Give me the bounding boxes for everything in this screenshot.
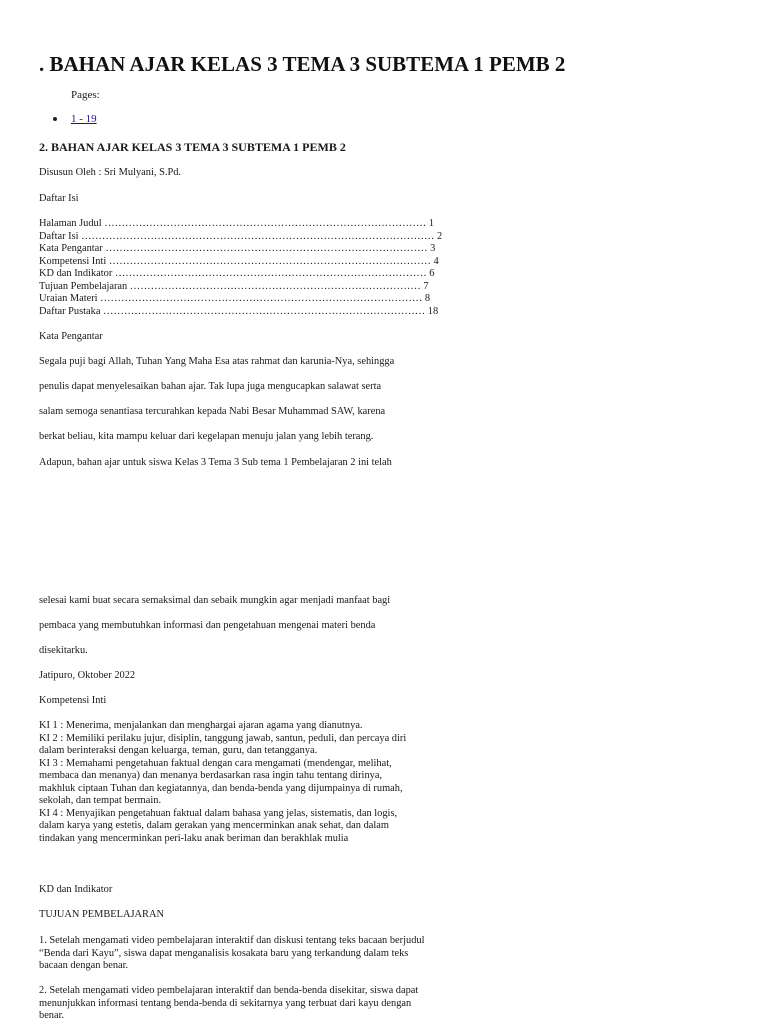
pages-link[interactable]: 1 - 19 bbox=[71, 113, 97, 125]
pages-list-item bbox=[53, 113, 97, 125]
ki-line: KI 2 : Memiliki perilaku jujur, disiplin, tanggung jawab, santun, peduli, dan percaya diri bbox=[39, 732, 407, 744]
toc-item: Tujuan Pembelajaran ………………………………………………………………………… 7 bbox=[39, 280, 429, 292]
tujuan-line: benar. bbox=[39, 1010, 65, 1021]
paragraph-line: berkat beliau, kita mampu keluar dari kegelapan menuju jalan yang lebih terang. bbox=[39, 431, 374, 442]
toc-item: Kata Pengantar ………………………………………………………………………………… 3 bbox=[39, 243, 436, 254]
ki-line: dalam karya yang estetis, dalam gerakan yang mencerminkan anak sehat, dan dalam bbox=[39, 820, 389, 831]
ki-block bbox=[39, 720, 406, 845]
tujuan-line: 1. Setelah mengamati video pembelajaran interaktif dan diskusi tentang teks bacaan berjudul bbox=[39, 935, 425, 946]
ki-line: makhluk ciptaan Tuhan dan kegiatannya, dan benda-benda yang dijumpainya di rumah, bbox=[39, 782, 403, 794]
paragraph-line: salam semoga senantiasa tercurahkan kepada Nabi Besar Muhammad SAW, karena bbox=[39, 406, 386, 417]
paragraph-line: disekitarku. bbox=[39, 645, 88, 656]
toc-item: Uraian Materi ………………………………………………………………………………… 8 bbox=[39, 293, 431, 304]
place-date: Jatipuro, Oktober 2022 bbox=[39, 670, 136, 681]
tujuan-item-2 bbox=[39, 985, 418, 1023]
bullet-icon bbox=[53, 117, 57, 121]
ki-heading: Kompetensi Inti bbox=[39, 695, 107, 706]
table-of-contents bbox=[39, 218, 442, 318]
ki-line: KI 3 : Memahami pengetahuan faktual dengan cara mengamati (mendengar, melihat, bbox=[39, 757, 392, 769]
paragraph-line: Segala puji bagi Allah, Tuhan Yang Maha Esa atas rahmat dan karunia-Nya, sehingga bbox=[39, 356, 395, 367]
paragraph-line: selesai kami buat secara semaksimal dan sebaik mungkin agar menjadi manfaat bagi bbox=[39, 595, 391, 606]
tujuan-line: “Benda dari Kayu”, siswa dapat menganalisis kosakata baru yang terkandung dalam teks bbox=[39, 947, 409, 959]
kata-pengantar-heading: Kata Pengantar bbox=[39, 331, 103, 342]
pages-list bbox=[53, 113, 97, 125]
tujuan-heading: TUJUAN PEMBELAJARAN bbox=[39, 909, 164, 920]
tujuan-item-1 bbox=[39, 935, 424, 973]
tujuan-line: bacaan dengan benar. bbox=[39, 960, 129, 971]
document-title: . BAHAN AJAR KELAS 3 TEMA 3 SUBTEMA 1 PEMB 2 bbox=[39, 52, 566, 76]
toc-item: KD dan Indikator ……………………………………………………………………………… 6 bbox=[39, 268, 435, 279]
toc-item: Halaman Judul ………………………………………………………………………………… 1 bbox=[39, 218, 435, 229]
tujuan-line: 2. Setelah mengamati video pembelajaran interaktif dan benda-benda disekitar, siswa dapat bbox=[39, 985, 419, 996]
toc-item: Kompetensi Inti ………………………………………………………………………………… 4 bbox=[39, 255, 439, 267]
paragraph-line: Adapun, bahan ajar untuk siswa Kelas 3 Tema 3 Sub tema 1 Pembelajaran 2 ini telah bbox=[39, 457, 392, 468]
toc-heading: Daftar Isi bbox=[39, 193, 79, 204]
ki-line: tindakan yang mencerminkan peri-laku anak beriman dan berakhlak mulia bbox=[39, 832, 349, 844]
toc-item: Daftar Isi ………………………………………………………………………………………… 2 bbox=[39, 230, 443, 242]
pages-label: Pages: bbox=[71, 89, 100, 101]
ki-line: membaca dan menanya) dan menanya berdasarkan rasa ingin tahu tentang dirinya, bbox=[39, 770, 383, 781]
ki-line: dalam berinteraksi dengan keluarga, teman, guru, dan tetangganya. bbox=[39, 745, 318, 756]
section-title: 2. BAHAN AJAR KELAS 3 TEMA 3 SUBTEMA 1 PEMB 2 bbox=[39, 140, 346, 154]
toc-item: Daftar Pustaka ………………………………………………………………………………… 18 bbox=[39, 305, 439, 317]
kd-heading: KD dan Indikator bbox=[39, 884, 113, 895]
ki-line: KI 1 : Menerima, menjalankan dan menghargai ajaran agama yang dianutnya. bbox=[39, 720, 363, 731]
author-line: Disusun Oleh : Sri Mulyani, S.Pd. bbox=[39, 167, 182, 178]
ki-line: sekolah, dan tempat bermain. bbox=[39, 795, 162, 806]
ki-line: KI 4 : Menyajikan pengetahuan faktual dalam bahasa yang jelas, sistematis, dan logis, bbox=[39, 807, 398, 819]
paragraph-line: penulis dapat menyelesaikan bahan ajar. Tak lupa juga mengucapkan salawat serta bbox=[39, 381, 382, 392]
tujuan-line: menunjukkan informasi tentang benda-benda di sekitarnya yang terbuat dari kayu dengan bbox=[39, 997, 412, 1009]
paragraph-line: pembaca yang membutuhkan informasi dan pengetahuan mengenai materi benda bbox=[39, 620, 376, 631]
